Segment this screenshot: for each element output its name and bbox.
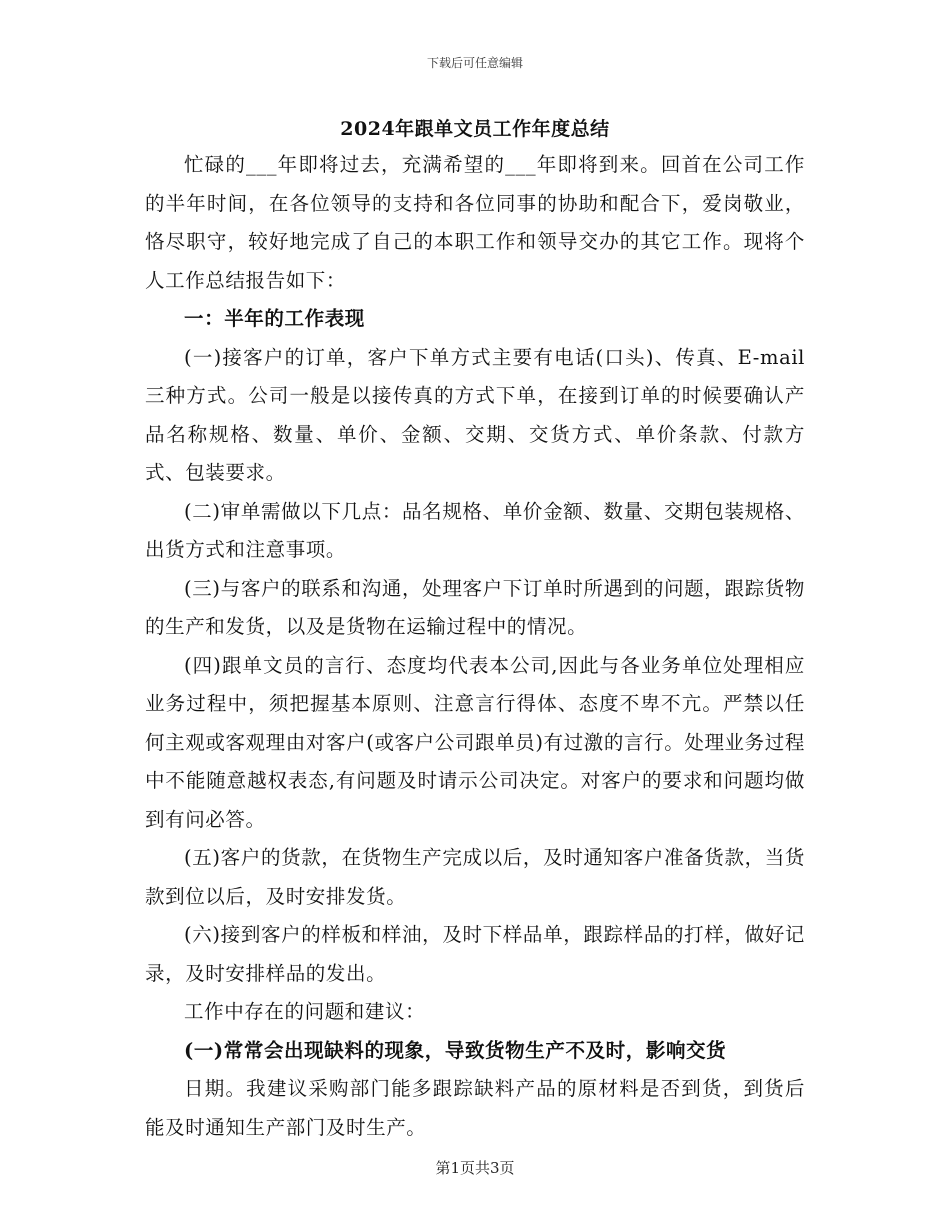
section-heading-work-performance: 一：半年的工作表现: [184, 307, 365, 330]
item-review-orders: (二)审单需做以下几点：品名规格、单价金额、数量、交期包装规格、出货方式和注意事项。: [145, 499, 805, 561]
download-note: 下载后可任意编辑: [426, 56, 523, 70]
intro-paragraph: 忙碌的___年即将过去，充满希望的___年即将到来。回首在公司工作的半年时间，在各位领导的支持和各位同事的协助和配合下，爱岗敬业，恪尽职守，较好地完成了自己的本职工作和领导交办的其它工作。现将个人工作总结报告如下：: [145, 153, 805, 292]
item-samples: (六)接到客户的样板和样油，及时下样品单，跟踪样品的打样，做好记录，及时安排样品的发出。: [145, 923, 805, 985]
item-conduct-attitude: (四)跟单文员的言行、态度均代表本公司,因此与各业务单位处理相应业务过程中，须把握基本原则、注意言行得体、态度不卑不亢。严禁以任何主观或客观理由对客户(或客户公司跟单员)有过激的言行。处理业务过程中不能随意越权表态,有问题及时请示公司决定。对客户的要求和问题均做到有问必答。: [145, 653, 805, 831]
problem-suggestion-paragraph: 日期。我建议采购部门能多跟踪缺料产品的原材料是否到货，到货后能及时通知生产部门及时生产。: [145, 1077, 805, 1139]
section-heading-problems: 工作中存在的问题和建议：: [184, 1000, 426, 1023]
document-title: 2024年跟单文员工作年度总结: [340, 118, 610, 140]
item-customer-communication: (三)与客户的联系和沟通，处理客户下订单时所遇到的问题，跟踪货物的生产和发货，以及是货物在运输过程中的情况。: [145, 576, 805, 638]
item-customer-payment: (五)客户的货款，在货物生产完成以后，及时通知客户准备货款，当货款到位以后，及时安排发货。: [145, 846, 805, 908]
item-receive-orders: (一)接客户的订单，客户下单方式主要有电话(口头)、传真、E-mail三种方式。公司一般是以接传真的方式下单，在接到订单的时候要确认产品名称规格、数量、单价、金额、交期、交货方式、单价条款、付款方式、包装要求。: [145, 345, 805, 484]
page-number: 第1页共3页: [435, 1159, 515, 1177]
document-body: [145, 146, 805, 1147]
problem-item-material-shortage: (一)常常会出现缺料的现象，导致货物生产不及时，影响交货: [184, 1038, 727, 1062]
